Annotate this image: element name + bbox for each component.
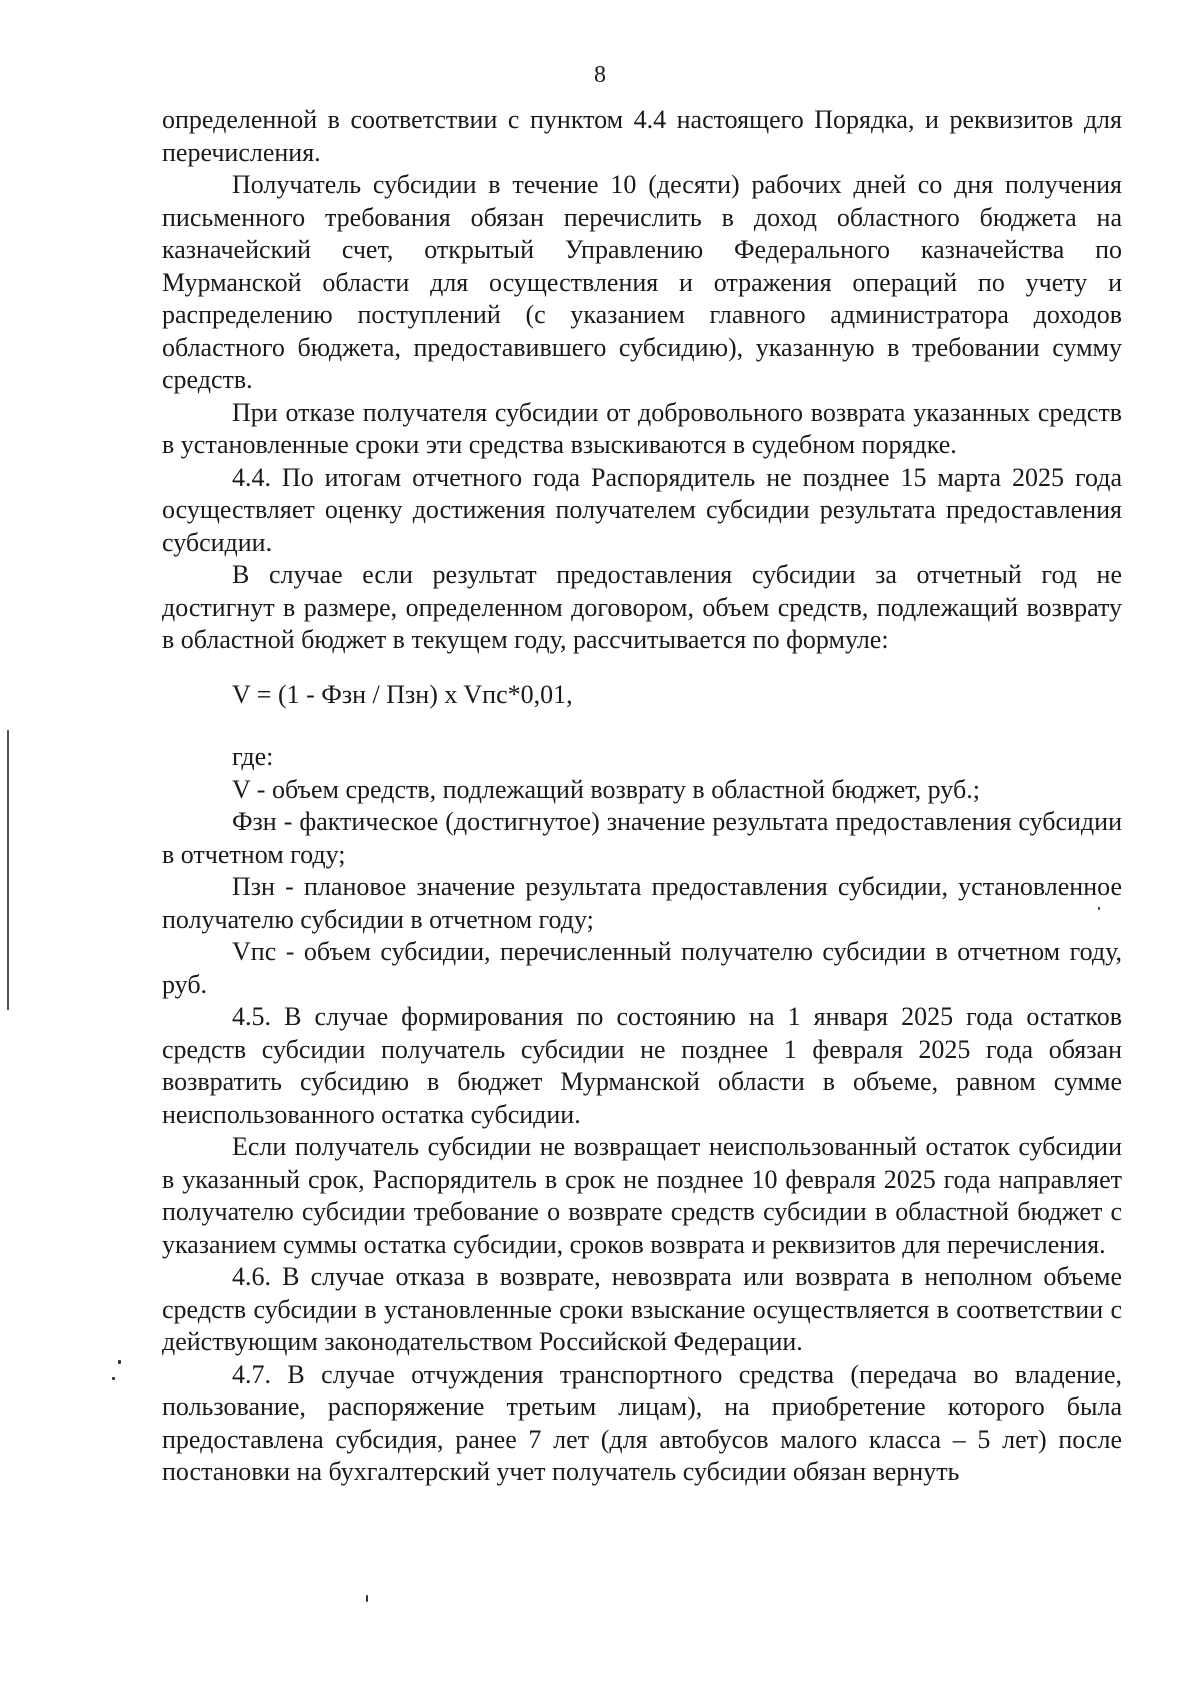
document-body — [162, 104, 1122, 1489]
definition-fzn: Фзн - фактическое (достигнутое) значение результата предоставления субсидии в отчетном году; — [162, 807, 1122, 869]
paragraph-formula-intro: В случае если результат предоставления субсидии за отчетный год не достигнут в размере, определенном договором, объем средств, подлежащий возврату в областной бюджет в текущем году, рассчитывается по формуле: — [162, 560, 1122, 654]
paragraph-4-5: 4.5. В случае формирования по состоянию на 1 января 2025 года остатков средств субсидии получатель субсидии не позднее 1 февраля 2025 года обязан возвратить субсидию в бюджет Мурманской области в объеме, равном сумме неиспользованного остатка субсидии. — [162, 1002, 1122, 1129]
paragraph-4-4: 4.4. По итогам отчетного года Распорядитель не позднее 15 марта 2025 года осуществляет оценку достижения получателем субсидии результата предоставления субсидии. — [162, 462, 1122, 557]
where-label: где: — [232, 742, 274, 771]
paragraph-recipient-transfer: Получатель субсидии в течение 10 (десяти) рабочих дней со дня получения письменного требования обязан перечислить в доход областного бюджета на казначейский счет, открытый Управлению Федерального казначейства по Мурманской области для осуществления и отражения операций по учету и распределению поступлений (с указанием главного администратора доходов областного бюджета, предоставившего субсидию), указанную в требовании сумму средств. — [162, 170, 1122, 394]
definition-pzn: Пзн - плановое значение результата предоставления субсидии, установленное получателю субсидии в отчетном году; — [162, 872, 1122, 934]
paragraph-continuation: определенной в соответствии с пунктом 4.4 настоящего Порядка, и реквизитов для перечисления. — [162, 105, 1122, 167]
definition-vps: Vпс - объем субсидии, перечисленный получателю субсидии в отчетном году, руб. — [162, 937, 1122, 999]
paragraph-refusal: При отказе получателя субсидии от добровольного возврата указанных средств в установленные сроки эти средства взыскиваются в судебном порядке. — [162, 397, 1122, 459]
page-number: 8 — [594, 62, 606, 88]
scan-speck — [112, 1377, 115, 1380]
paragraph-4-6: 4.6. В случае отказа в возврате, невозврата или возврата в неполном объеме средств субсидии в установленные сроки взыскание осуществляется в соответствии с действующим законодательством Российской Федерации. — [162, 1262, 1122, 1356]
scan-speck — [1098, 907, 1100, 910]
scan-speck — [118, 1360, 121, 1364]
scan-edge-line — [7, 730, 9, 1010]
scan-speck — [366, 1595, 368, 1602]
paragraph-unused-balance: Если получатель субсидии не возвращает неиспользованный остаток субсидии в указанный срок, Распорядитель в срок не позднее 10 февраля 2025 года направляет получателю субсидии требование о возврате средств субсидии в областной бюджет с указанием суммы остатка субсидии, сроков возврата и реквизитов для перечисления. — [162, 1132, 1122, 1259]
formula: V = (1 - Фзн / Пзн) x Vпс*0,01, — [232, 679, 573, 709]
definition-v: V - объем средств, подлежащий возврату в областной бюджет, руб.; — [232, 774, 980, 804]
paragraph-4-7: 4.7. В случае отчуждения транспортного средства (передача во владение, пользование, распоряжение третьим лицам), на приобретение которого была предоставлена субсидия, ранее 7 лет (для автобусов малого класса – 5 лет) после постановки на бухгалтерский учет получатель субсидии обязан вернуть — [162, 1359, 1122, 1486]
